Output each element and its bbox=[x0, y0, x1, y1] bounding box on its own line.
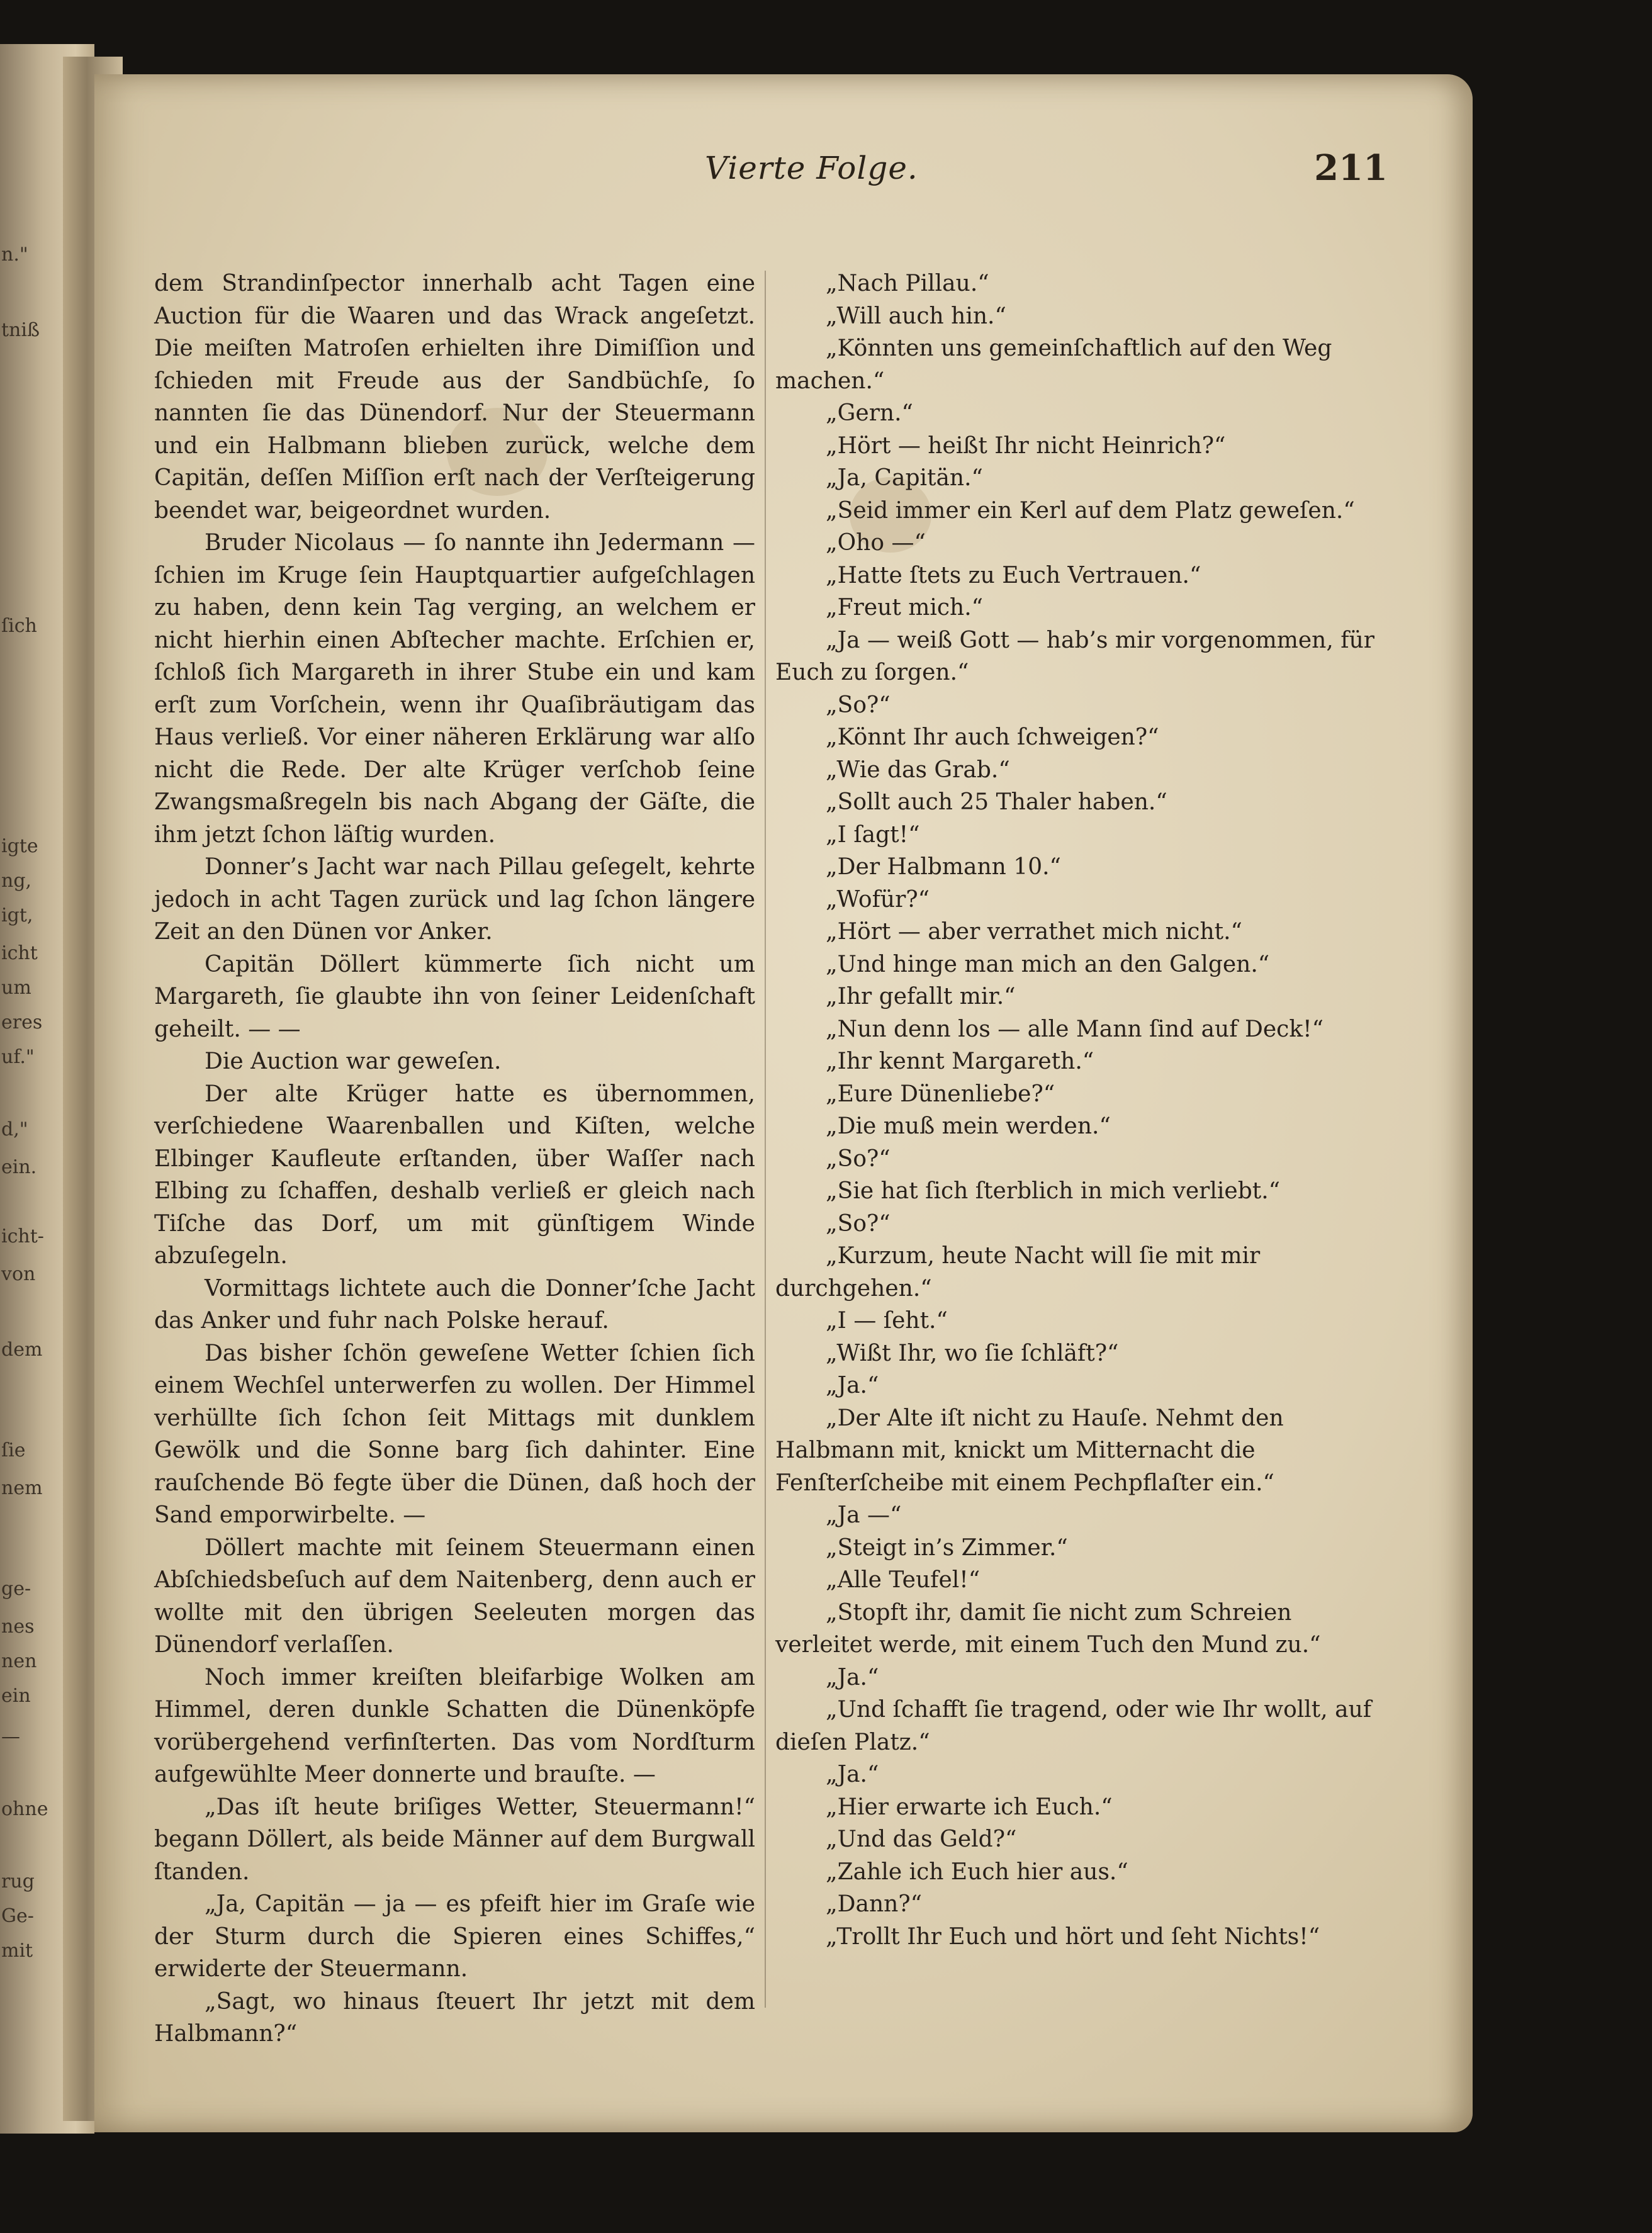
right-text-column bbox=[775, 267, 1376, 1953]
paragraph: Die Auction war geweſen. bbox=[205, 1049, 502, 1074]
previous-page-fragment: uf." bbox=[1, 1046, 35, 1068]
previous-page-fragment: igte bbox=[1, 835, 38, 857]
dialogue-line: „Und das Geld?“ bbox=[826, 1826, 1017, 1852]
dialogue-line: „Wie das Grab.“ bbox=[826, 757, 1010, 783]
dialogue-line: „Sie hat ſich ſterblich in mich verliebt.“ bbox=[826, 1178, 1281, 1204]
dialogue-line: „Ja, Capitän.“ bbox=[826, 465, 983, 491]
paragraph: Bruder Nicolaus — ſo nannte ihn Jedermann — ſchien im Kruge ſein Hauptquartier aufgeſchlagen zu haben, denn kein Tag verging, an welchem er nicht hierhin einen Abſtecher machte. Erſchien er, ſchloß ſich Margareth in ihrer Stube ein und kam erſt zum Vorſchein, wenn ihr Quaſibräutigam das Haus verließ. Vor einer näheren Erklärung war alſo nicht die Rede. Der alte Krüger verſchob ſeine Zwangsmaßregeln bis nach Abgang der Gäſte, die ihm jetzt ſchon läſtig wurden. bbox=[154, 530, 755, 848]
previous-page-fragment: ng, bbox=[1, 870, 32, 892]
column-divider bbox=[765, 271, 766, 2008]
dialogue-line: „Ihr gefallt mir.“ bbox=[826, 984, 1016, 1010]
previous-page-fragment: ein. bbox=[1, 1156, 37, 1178]
dialogue-line: „Hört — aber verrathet mich nicht.“ bbox=[826, 919, 1242, 945]
previous-page-fragment: icht- bbox=[1, 1225, 44, 1247]
paragraph: Der alte Krüger hatte es übernommen, verſchiedene Waarenballen und Kiſten, welche Elbinger Kaufleute erſtanden, über Waſſer nach Elbing zu ſchaffen, deshalb verließ er gleich nach Tiſche das Dorf, um mit günſtigem Winde abzuſegeln. bbox=[154, 1081, 755, 1269]
previous-page-fragment: icht bbox=[1, 942, 38, 964]
previous-page-fragment: ſie bbox=[1, 1439, 26, 1461]
previous-page-fragment: mit bbox=[1, 1940, 33, 1962]
dialogue-line: „Wofür?“ bbox=[826, 886, 930, 913]
previous-page-fragment: igt, bbox=[1, 904, 33, 926]
dialogue-line: „Trollt Ihr Euch und hört und ſeht Nichts!“ bbox=[826, 1923, 1320, 1950]
previous-page-fragment: tniß bbox=[1, 319, 40, 341]
dialogue-line: „Steigt in’s Zimmer.“ bbox=[826, 1534, 1068, 1561]
previous-page-fragment: nen bbox=[1, 1650, 37, 1672]
paragraph: „Ja, Capitän — ja — es pfeift hier im Graſe wie der Sturm durch die Spieren eines Schiffes,“ erwiderte der Steuermann. bbox=[154, 1891, 755, 1982]
dialogue-line: „Kurzum, heute Nacht will ſie mit mir durchgehen.“ bbox=[775, 1243, 1261, 1302]
paragraph: „Das iſt heute briſiges Wetter, Steuermann!“ begann Döllert, als beide Männer auf dem Burgwall ſtanden. bbox=[154, 1794, 755, 1885]
dialogue-line: „Nun denn los — alle Mann ſind auf Deck!“ bbox=[826, 1016, 1323, 1042]
previous-page-fragment: ſich bbox=[1, 615, 37, 637]
dialogue-line: „Dann?“ bbox=[826, 1891, 923, 1917]
dialogue-line: „Könnt Ihr auch ſchweigen?“ bbox=[826, 724, 1159, 750]
previous-page-fragment: rug bbox=[1, 1870, 35, 1893]
dialogue-line: „Freut mich.“ bbox=[826, 595, 984, 621]
dialogue-line: „Ja.“ bbox=[826, 1373, 879, 1398]
previous-page-fragment: Ge- bbox=[1, 1905, 34, 1927]
dialogue-line: „Sollt auch 25 Thaler haben.“ bbox=[826, 789, 1167, 815]
dialogue-line: „Eure Dünenliebe?“ bbox=[826, 1081, 1055, 1107]
dialogue-line: „Seid immer ein Kerl auf dem Platz geweſen.“ bbox=[826, 497, 1355, 524]
dialogue-line: „Hatte ſtets zu Euch Vertrauen.“ bbox=[826, 562, 1201, 588]
dialogue-line: „Ihr kennt Margareth.“ bbox=[826, 1049, 1094, 1074]
dialogue-line: „Alle Teufel!“ bbox=[826, 1567, 981, 1593]
dialogue-line: „So?“ bbox=[826, 692, 891, 718]
previous-page-fragment: um bbox=[1, 977, 31, 999]
previous-page-fragment: d," bbox=[1, 1118, 28, 1140]
page-header bbox=[705, 138, 1388, 195]
paragraph: Noch immer kreiſten bleifarbige Wolken am Himmel, deren dunkle Schatten die Dünenköpfe vorübergehend verfinſterten. Das vom Nordſturm aufgewühlte Meer donnerte und brauſte. — bbox=[154, 1664, 755, 1787]
previous-page-fragment: — bbox=[1, 1726, 20, 1748]
dialogue-line: „Gern.“ bbox=[826, 400, 913, 426]
previous-page-fragment: ein bbox=[1, 1685, 31, 1707]
previous-page-fragment: ge- bbox=[1, 1578, 31, 1600]
dialogue-line: „Die muß mein werden.“ bbox=[826, 1113, 1111, 1139]
dialogue-line: „So?“ bbox=[826, 1210, 891, 1237]
paragraph: Donner’s Jacht war nach Pillau geſegelt, kehrte jedoch in acht Tagen zurück und lag ſchon längere Zeit an den Dünen vor Anker. bbox=[154, 854, 755, 945]
dialogue-line: „Stopft ihr, damit ſie nicht zum Schreien verleitet werde, mit einem Tuch den Mund zu.“ bbox=[775, 1599, 1321, 1658]
dialogue-line: „Ja.“ bbox=[826, 1664, 879, 1690]
dialogue-line: „Und hinge man mich an den Galgen.“ bbox=[826, 951, 1270, 977]
dialogue-line: „So?“ bbox=[826, 1145, 891, 1172]
previous-page-fragment: von bbox=[1, 1263, 36, 1285]
previous-page-fragment: nes bbox=[1, 1616, 35, 1638]
dialogue-line: „Hört — heißt Ihr nicht Heinrich?“ bbox=[826, 432, 1226, 459]
paragraph: Capitän Döllert kümmerte ſich nicht um Margareth, ſie glaubte ihn von ſeiner Leidenſchaft geheilt. — — bbox=[154, 951, 755, 1042]
dialogue-line: „Könnten uns gemeinſchaftlich auf den Weg machen.“ bbox=[775, 335, 1332, 394]
dialogue-line: „Wißt Ihr, wo ſie ſchläft?“ bbox=[826, 1340, 1119, 1366]
previous-page-fragment: dem bbox=[1, 1339, 43, 1361]
previous-page-fragment: ohne bbox=[1, 1798, 48, 1820]
dialogue-line: „I ſagt!“ bbox=[826, 821, 920, 848]
dialogue-line: „Nach Pillau.“ bbox=[826, 271, 989, 296]
dialogue-line: „Und ſchafft ſie tragend, oder wie Ihr wollt, auf dieſen Platz.“ bbox=[775, 1697, 1372, 1755]
dialogue-line: „Ja —“ bbox=[826, 1502, 902, 1528]
dialogue-line: „Zahle ich Euch hier aus.“ bbox=[826, 1859, 1128, 1885]
paragraph: Vormittags lichtete auch die Donner’ſche Jacht das Anker und fuhr nach Polske herauf. bbox=[154, 1275, 755, 1334]
dialogue-line: „Ja — weiß Gott — hab’s mir vorgenommen, für Euch zu ſorgen.“ bbox=[775, 627, 1374, 685]
paragraph: „Sagt, wo hinaus ſteuert Ihr jetzt mit dem Halbmann?“ bbox=[154, 1988, 755, 2047]
paragraph: Das bisher ſchön geweſene Wetter ſchien ſich einem Wechſel unterwerfen zu wollen. Der Himmel verhüllte ſich ſchon ſeit Mittags mit dunklem Gewölk und die Sonne barg ſich dahinter. Eine rauſchende Bö fegte über die Dünen, daß hoch der Sand emporwirbelte. — bbox=[154, 1340, 755, 1528]
dialogue-line: „Hier erwarte ich Euch.“ bbox=[826, 1794, 1113, 1820]
dialogue-line: „Der Halbmann 10.“ bbox=[826, 854, 1061, 880]
dialogue-line: „Oho —“ bbox=[826, 530, 926, 556]
paragraph: dem Strandinſpector innerhalb acht Tagen eine Auction für die Waaren und das Wrack angeſetzt. Die meiſten Matroſen erhielten ihre Dimiſſion und ſchieden mit Freude aus der Sandbüchſe, ſo nannten ſie das Dünendorf. Nur der Steuermann und ein Halbmann blieben zurück, welche dem Capitän, deſſen Miſſion erſt nach der Verſteigerung beendet war, beigeordnet wurden. bbox=[154, 271, 755, 524]
dialogue-line: „Will auch hin.“ bbox=[826, 303, 1006, 329]
previous-page-fragment: n." bbox=[1, 244, 28, 266]
page-number: 211 bbox=[1314, 147, 1388, 189]
previous-page-fragment: nem bbox=[1, 1477, 43, 1499]
dialogue-line: „Der Alte iſt nicht zu Hauſe. Nehmt den Halbmann mit, knickt um Mitternacht die Fenſterſcheibe mit einem Pechpflaſter ein.“ bbox=[775, 1405, 1284, 1496]
running-title: Vierte Folge. bbox=[705, 150, 918, 186]
paragraph: Döllert machte mit ſeinem Steuermann einen Abſchiedsbeſuch auf dem Naitenberg, denn auch er wollte mit den übrigen Seeleuten morgen das Dünendorf verlaſſen. bbox=[154, 1534, 755, 1658]
dialogue-line: „I — ſeht.“ bbox=[826, 1308, 948, 1334]
previous-page-fragment: eres bbox=[1, 1011, 43, 1033]
left-text-column bbox=[154, 267, 755, 2050]
dialogue-line: „Ja.“ bbox=[826, 1762, 879, 1787]
